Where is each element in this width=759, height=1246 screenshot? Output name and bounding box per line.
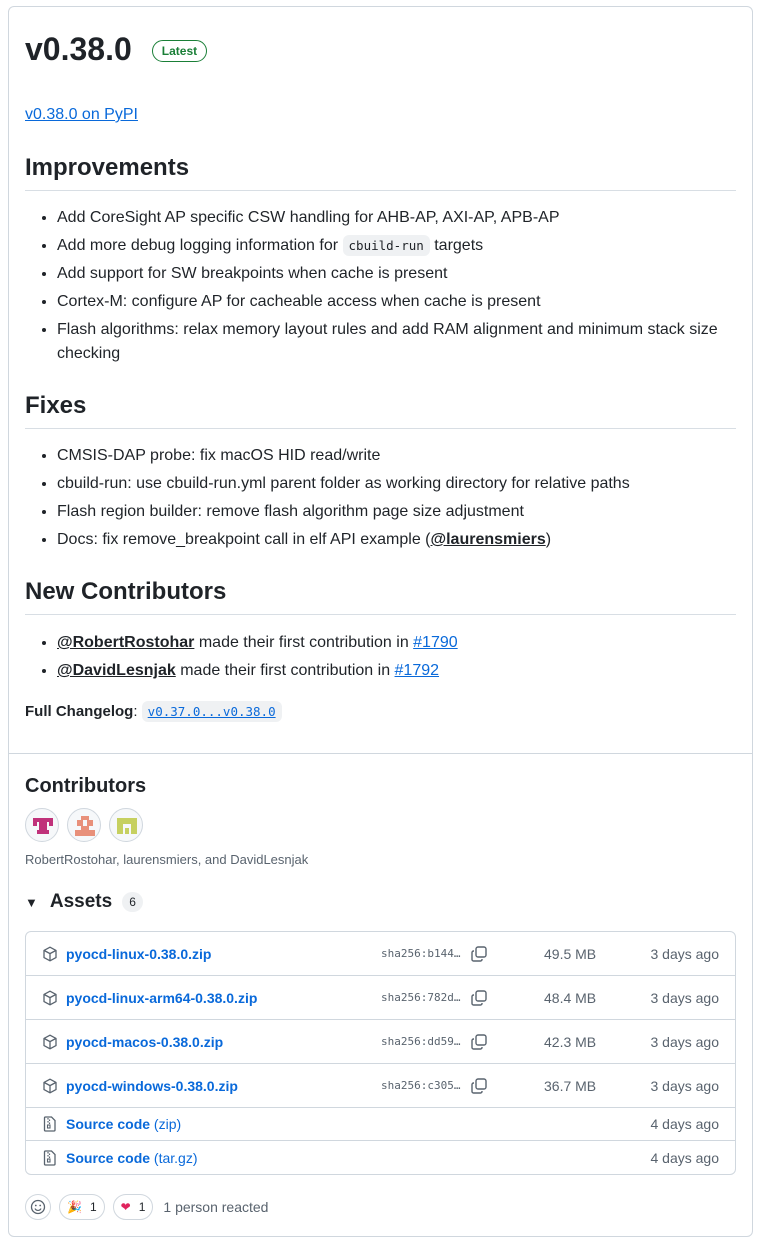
list-item: • Flash algorithms: relax memory layout rules and add RAM alignment and minimum stack size checking [57, 318, 736, 366]
reaction-summary: 1 person reacted [163, 1199, 269, 1215]
package-icon [42, 990, 58, 1006]
assets-list [25, 931, 736, 1175]
user-mention-link[interactable]: @DavidLesnjak [57, 662, 176, 679]
new-contributors-heading: New Contributors [25, 576, 736, 615]
pr-link[interactable]: #1790 [413, 634, 458, 651]
asset-size: 48.4 MB [544, 989, 597, 1006]
pypi-link[interactable]: v0.38.0 on PyPI [25, 106, 138, 123]
new-contributors-list [25, 631, 736, 687]
list-item: • CMSIS-DAP probe: fix macOS HID read/write [57, 444, 736, 468]
asset-size: 49.5 MB [544, 945, 597, 962]
source-code-targz-link[interactable]: Source code (tar.gz) [66, 1149, 198, 1166]
avatar[interactable] [67, 808, 101, 842]
improvements-list [25, 206, 736, 370]
asset-date: 4 days ago [650, 1149, 719, 1166]
source-row [26, 1141, 735, 1174]
source-code-zip-link[interactable]: Source code (zip) [66, 1116, 182, 1132]
source-row [26, 1108, 735, 1141]
sha-digest: sha256:dd59… [381, 1035, 461, 1048]
asset-date: 3 days ago [650, 1033, 719, 1050]
divider [9, 753, 752, 754]
list-item: • Add more debug logging information for cbuild-run targets [57, 234, 736, 258]
asset-date: 3 days ago [650, 989, 719, 1006]
contributors-heading: Contributors [25, 775, 147, 797]
list-item: • Cortex-M: configure AP for cacheable access when cache is present [57, 290, 736, 314]
user-mention-link[interactable]: @laurensmiers [430, 531, 546, 548]
list-item: • @RobertRostohar made their first contribution in #1790 [57, 631, 736, 655]
copy-icon[interactable] [470, 1033, 488, 1051]
heart-reaction-button[interactable] [113, 1194, 154, 1220]
package-icon [42, 946, 58, 962]
copy-icon[interactable] [470, 1077, 488, 1095]
file-zip-icon [42, 1150, 58, 1166]
copy-icon[interactable] [470, 945, 488, 963]
changelog-compare-link[interactable]: v0.37.0...v0.38.0 [142, 701, 282, 722]
asset-size: 42.3 MB [544, 1033, 597, 1050]
asset-row [26, 1020, 735, 1064]
list-item: • Docs: fix remove_breakpoint call in elf API example (@laurensmiers) [57, 528, 736, 552]
avatar[interactable] [109, 808, 143, 842]
asset-date: 3 days ago [650, 945, 719, 962]
assets-count-badge: 6 [122, 892, 143, 912]
smiley-icon [30, 1199, 46, 1215]
tada-reaction-button[interactable] [59, 1194, 105, 1220]
package-icon [42, 1078, 58, 1094]
contributor-avatars [25, 808, 143, 842]
list-item: • @DavidLesnjak made their first contribution in #1792 [57, 659, 736, 683]
file-zip-icon [42, 1116, 58, 1132]
asset-row [26, 976, 735, 1020]
asset-download-link[interactable]: pyocd-macos-0.38.0.zip [66, 1033, 224, 1050]
list-item: • Flash region builder: remove flash algorithm page size adjustment [57, 500, 736, 524]
code-snippet: cbuild-run [343, 235, 430, 256]
reactions-bar [25, 1194, 268, 1220]
full-changelog: Full Changelog: v0.37.0...v0.38.0 [25, 703, 282, 720]
asset-date: 4 days ago [650, 1116, 719, 1132]
asset-row [26, 932, 735, 976]
list-item: • cbuild-run: use cbuild-run.yml parent folder as working directory for relative paths [57, 472, 736, 496]
fixes-heading: Fixes [25, 390, 736, 429]
list-item: • Add support for SW breakpoints when cache is present [57, 262, 736, 286]
list-item: • Add CoreSight AP specific CSW handling for AHB-AP, AXI-AP, APB-AP [57, 206, 736, 230]
caret-down-icon: ▼ [25, 894, 38, 910]
package-icon [42, 1034, 58, 1050]
release-header [25, 29, 207, 69]
improvements-heading: Improvements [25, 152, 736, 191]
tada-icon: 🎉 [67, 1200, 82, 1214]
sha-digest: sha256:c305… [381, 1079, 461, 1092]
avatar[interactable] [25, 808, 59, 842]
release-title[interactable]: v0.38.0 [25, 31, 132, 67]
heart-count: 1 [138, 1200, 146, 1214]
asset-download-link[interactable]: pyocd-windows-0.38.0.zip [66, 1077, 238, 1094]
asset-download-link[interactable]: pyocd-linux-0.38.0.zip [66, 945, 212, 962]
pr-link[interactable]: #1792 [394, 662, 440, 679]
asset-download-link[interactable]: pyocd-linux-arm64-0.38.0.zip [66, 989, 258, 1006]
assets-heading: Assets [49, 891, 113, 912]
user-mention-link[interactable]: @RobertRostohar [57, 634, 195, 651]
tada-count: 1 [89, 1200, 97, 1214]
asset-date: 3 days ago [650, 1077, 719, 1094]
contributor-names: RobertRostohar, laurensmiers, and DavidLesnjak [25, 852, 309, 867]
add-reaction-button[interactable] [25, 1194, 51, 1220]
copy-icon[interactable] [470, 989, 488, 1007]
asset-size: 36.7 MB [544, 1077, 597, 1094]
fixes-list [25, 444, 736, 556]
release-card [8, 6, 753, 1237]
sha-digest: sha256:782d… [381, 991, 461, 1004]
heart-icon: ❤ [120, 1200, 131, 1214]
assets-toggle[interactable] [25, 891, 143, 913]
latest-badge: Latest [152, 40, 207, 62]
asset-row [26, 1064, 735, 1108]
sha-digest: sha256:b144… [381, 947, 461, 960]
